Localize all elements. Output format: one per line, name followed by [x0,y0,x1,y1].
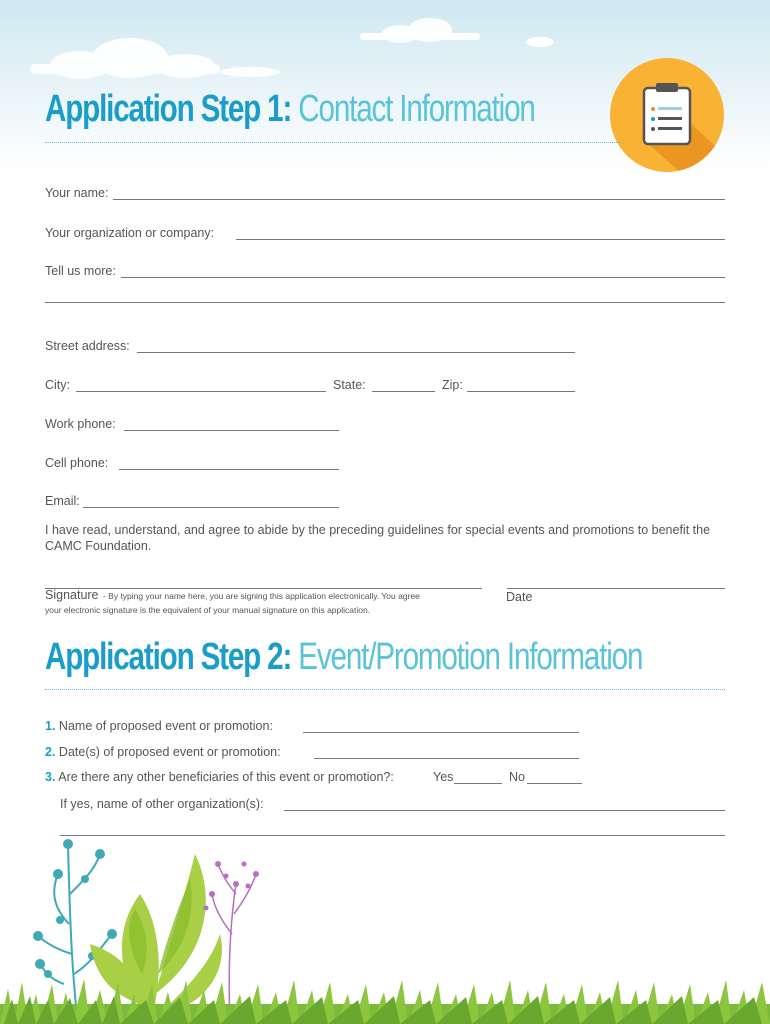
state-label: State: [333,378,366,392]
step1-divider [45,142,625,143]
question-3-number: 3. [45,770,56,784]
event-name-field[interactable] [303,732,579,733]
question-1-text: Name of proposed event or promotion: [58,719,273,733]
your-name-field[interactable] [113,199,725,200]
date-field[interactable] [507,588,725,589]
no-label: No [509,770,525,784]
plant-illustration [0,824,770,1024]
signature-block [45,589,495,616]
clipboard-icon [610,58,724,172]
step1-heading [45,88,535,131]
signature-label: Signature [45,588,99,602]
work-phone-label: Work phone: [45,417,116,431]
email-field[interactable] [83,507,339,508]
step1-heading-prefix: Application Step 1: [45,88,292,130]
cell-phone-field[interactable] [119,469,339,470]
city-label: City: [45,378,70,392]
cell-phone-label: Cell phone: [45,456,109,470]
street-address-label: Street address: [45,339,130,353]
organization-field[interactable] [236,239,725,240]
your-name-label: Your name: [45,186,109,200]
zip-label: Zip: [442,378,463,392]
clipboard-badge [610,58,724,172]
question-2-text: Date(s) of proposed event or promotion: [58,745,281,759]
signature-note-line2: your electronic signature is the equivalent of your manual signature on this application. [45,605,371,615]
city-field[interactable] [76,391,326,392]
step2-divider [45,689,725,690]
question-3 [45,770,394,784]
agreement-text: I have read, understand, and agree to abide by the preceding guidelines for special events and promotions to benefit the CAMC Foundation. [45,523,711,553]
street-address-field[interactable] [137,352,575,353]
tell-us-more-field[interactable] [121,277,725,278]
date-label: Date [506,590,533,604]
step1-heading-title: Contact Information [298,88,535,130]
zip-field[interactable] [467,391,575,392]
question-3-text: Are there any other beneficiaries of this event or promotion?: [58,770,394,784]
signature-note-line1: - By typing your name here, you are signing this application electronically. You agree [102,591,420,601]
state-field[interactable] [372,391,435,392]
yes-label: Yes [433,770,454,784]
other-orgs-label: If yes, name of other organization(s): [60,797,264,811]
step2-heading-prefix: Application Step 2: [45,636,292,678]
step2-heading [45,636,642,679]
step2-heading-title: Event/Promotion Information [298,636,643,678]
tell-us-more-field-line2[interactable] [45,302,725,303]
other-orgs-field[interactable] [284,810,725,811]
yes-field[interactable] [454,783,502,784]
question-1-number: 1. [45,719,56,733]
question-1 [45,719,273,733]
work-phone-field[interactable] [124,430,339,431]
question-2-number: 2. [45,745,56,759]
tell-us-more-label: Tell us more: [45,264,116,278]
question-2 [45,745,281,759]
no-field[interactable] [527,783,582,784]
email-label: Email: [45,494,80,508]
organization-label: Your organization or company: [45,226,215,240]
event-dates-field[interactable] [314,758,579,759]
